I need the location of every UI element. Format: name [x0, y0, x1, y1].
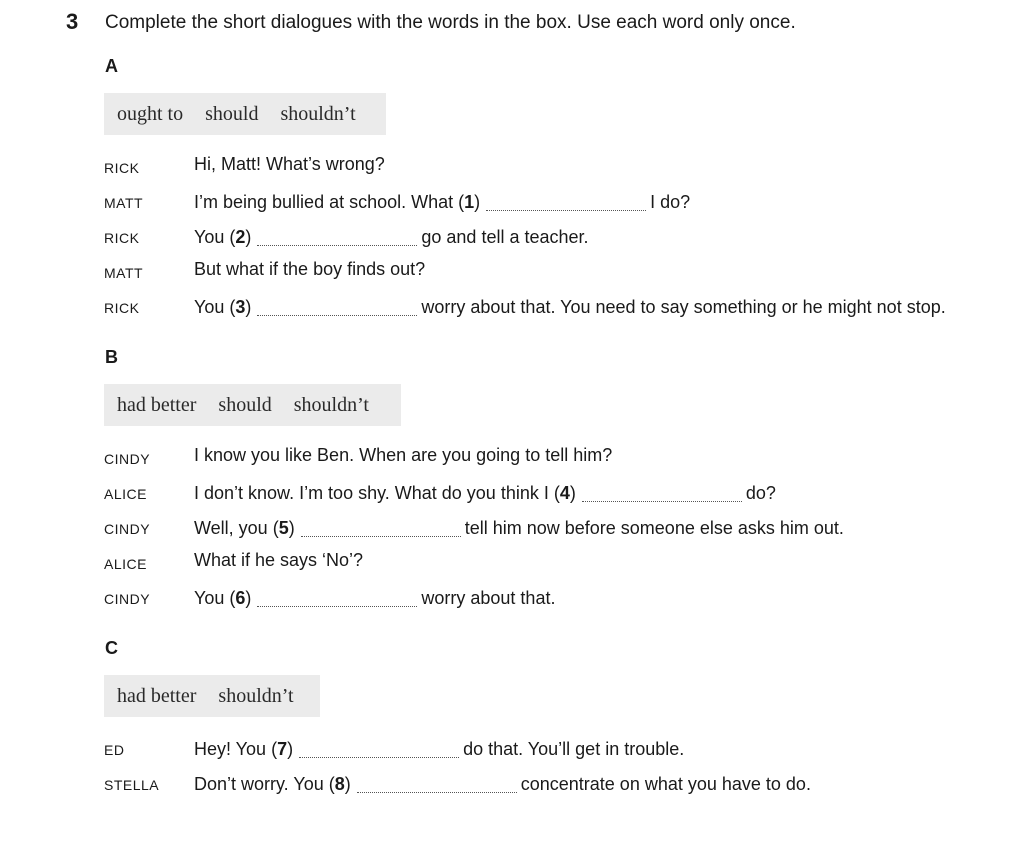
utterance: [194, 550, 363, 571]
answer-blank[interactable]: [257, 297, 417, 316]
speaker-name: RICK: [104, 300, 140, 316]
word-box-item: should: [218, 393, 272, 416]
speaker-name: CINDY: [104, 591, 151, 607]
utterance: [194, 154, 385, 175]
dialogue-line: [0, 259, 1036, 287]
utterance: [194, 189, 690, 213]
utterance-text: You (: [194, 227, 236, 247]
utterance-text-after: worry about that. You need to say something or he might not stop.: [421, 297, 946, 317]
utterance-text: Don’t worry. You (: [194, 774, 335, 794]
speaker-name: ED: [104, 742, 125, 758]
speaker-name: CINDY: [104, 451, 151, 467]
gap-number: 2: [235, 227, 246, 247]
word-box-item: should: [205, 102, 259, 125]
dialogue-line: [0, 515, 1036, 543]
gap-number-bracket: ): [288, 518, 295, 538]
exercise-number: 3: [66, 9, 79, 34]
utterance: [194, 585, 555, 609]
gap-number-bracket: ): [245, 588, 252, 608]
speaker-name: CINDY: [104, 521, 151, 537]
word-box-item: shouldn’t: [280, 102, 356, 125]
word-box-item: had better: [117, 684, 197, 707]
utterance-text-after: concentrate on what you have to do.: [520, 774, 811, 794]
utterance: [194, 480, 776, 504]
utterance: [194, 736, 684, 760]
utterance-text: Hey! You (: [194, 739, 278, 759]
speaker-name: MATT: [104, 195, 144, 211]
utterance-text: Well, you (: [194, 518, 279, 538]
word-box-item: shouldn’t: [218, 684, 294, 707]
instruction: Complete the short dialogues with the words in the box. Use each word only once.: [105, 12, 796, 33]
answer-blank[interactable]: [257, 588, 417, 607]
utterance: [194, 224, 589, 248]
dialogue-line: [0, 771, 1036, 799]
dialogue-line: [0, 189, 1036, 217]
utterance-text-after: do that. You’ll get in trouble.: [463, 739, 685, 759]
gap-number-bracket: ): [287, 739, 294, 759]
dialogue-line: [0, 224, 1036, 252]
gap-number: 7: [277, 739, 288, 759]
gap-number: 6: [235, 588, 246, 608]
answer-blank[interactable]: [301, 518, 461, 537]
utterance: [194, 445, 612, 466]
section-label: A: [105, 56, 118, 76]
utterance-text: I’m being bullied at school. What (: [194, 192, 465, 212]
word-box-item: had better: [117, 393, 197, 416]
word-box: [104, 675, 320, 717]
gap-number-bracket: ): [569, 483, 576, 503]
utterance-text: I don’t know. I’m too shy. What do you think I (: [194, 483, 560, 503]
utterance: [194, 259, 425, 280]
gap-number-bracket: ): [245, 227, 252, 247]
gap-number: 8: [334, 774, 345, 794]
dialogue-line: [0, 480, 1036, 508]
utterance-text-after: tell him now before someone else asks him out.: [464, 518, 844, 538]
utterance-text: You (: [194, 588, 236, 608]
gap-number-bracket: ): [474, 192, 481, 212]
word-box: [104, 384, 401, 426]
section-label: C: [105, 638, 118, 658]
word-box-item: ought to: [117, 102, 184, 125]
utterance-text-after: worry about that.: [421, 588, 556, 608]
answer-blank[interactable]: [357, 774, 517, 793]
utterance: [194, 515, 844, 539]
answer-blank[interactable]: [486, 192, 646, 211]
utterance-text: But what if the boy finds out?: [194, 259, 426, 279]
section-label: B: [105, 347, 118, 367]
utterance-text: What if he says ‘No’?: [194, 550, 364, 570]
gap-number-bracket: ): [245, 297, 252, 317]
dialogue-line: [0, 154, 1036, 182]
speaker-name: RICK: [104, 230, 140, 246]
dialogue-line: [0, 294, 1036, 322]
utterance: [194, 771, 811, 795]
answer-blank[interactable]: [257, 227, 417, 246]
dialogue-line: [0, 736, 1036, 764]
utterance-text-after: I do?: [650, 192, 691, 212]
utterance: [194, 294, 946, 318]
speaker-name: STELLA: [104, 777, 160, 793]
gap-number: 5: [278, 518, 289, 538]
gap-number: 3: [235, 297, 246, 317]
answer-blank[interactable]: [299, 739, 459, 758]
utterance-text: I know you like Ben. When are you going to tell him?: [194, 445, 613, 465]
word-box-item: shouldn’t: [293, 393, 369, 416]
utterance-text: Hi, Matt! What’s wrong?: [194, 154, 385, 174]
utterance-text-after: go and tell a teacher.: [421, 227, 589, 247]
utterance-text-after: do?: [745, 483, 776, 503]
gap-number-bracket: ): [344, 774, 351, 794]
gap-number: 4: [559, 483, 570, 503]
dialogue-line: [0, 445, 1036, 473]
word-box: [104, 93, 386, 135]
dialogue-line: [0, 550, 1036, 578]
answer-blank[interactable]: [582, 483, 742, 502]
utterance-text: You (: [194, 297, 236, 317]
speaker-name: ALICE: [104, 486, 147, 502]
gap-number: 1: [464, 192, 475, 212]
dialogue-line: [0, 585, 1036, 613]
speaker-name: ALICE: [104, 556, 147, 572]
speaker-name: RICK: [104, 160, 140, 176]
speaker-name: MATT: [104, 265, 144, 281]
